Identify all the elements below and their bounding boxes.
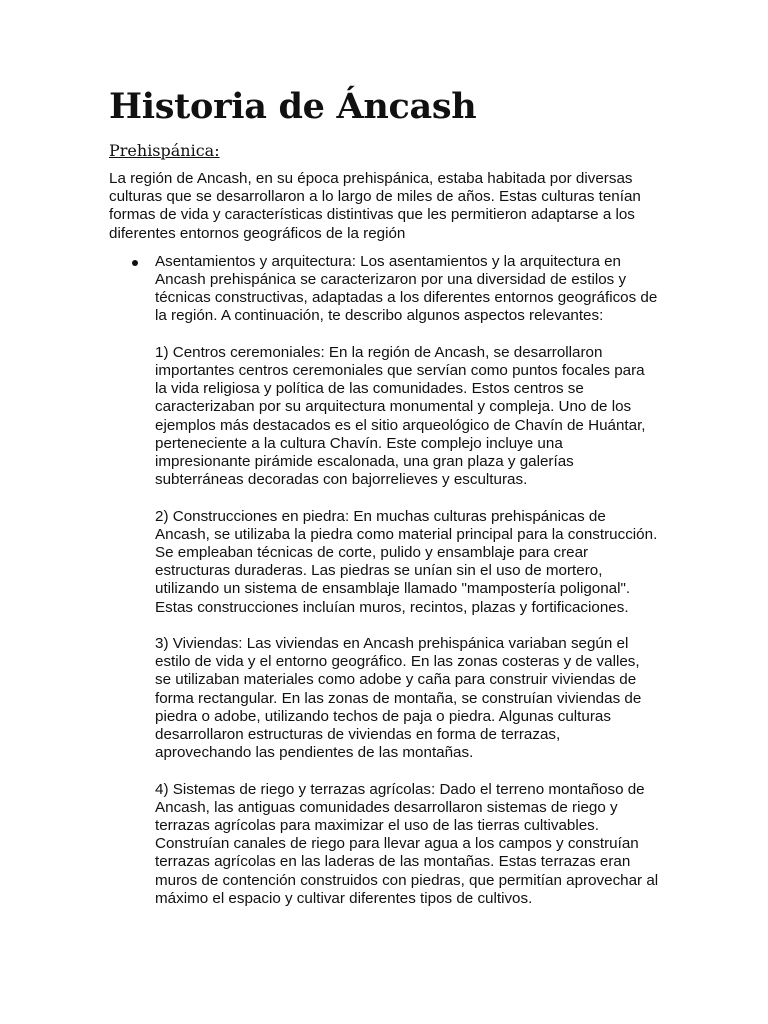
document-page	[109, 84, 659, 926]
bullet-list	[109, 253, 659, 908]
bullet-lead-paragraph: Asentamientos y arquitectura: Los asentamientos y la arquitectura en Ancash prehispánica se caracterizaron por una diversidad de estilos y técnicas constructivas, adaptadas a los diferentes entornos geográficos de la región. A continuación, te describo algunos aspectos relevantes:	[155, 252, 658, 325]
bullet-icon	[132, 260, 138, 266]
item-paragraph-4: 4) Sistemas de riego y terrazas agrícolas: Dado el terreno montañoso de Ancash, las antiguas comunidades desarrollaron sistemas de riego y terrazas agrícolas para maximizar el uso de las tierras cultivables. Construían canales de riego para llevar agua a los campos y construían terrazas agrícolas en las laderas de las montañas. Estas terrazas eran muros de contención construidos con piedras, que permitían aprovechar al máximo el espacio y cultivar diferentes tipos de cultivos.	[155, 780, 659, 907]
list-item	[109, 253, 659, 908]
document-title: Historia de Áncash	[109, 86, 477, 127]
section-heading: Prehispánica:	[109, 141, 220, 160]
item-paragraph-2: 2) Construcciones en piedra: En muchas culturas prehispánicas de Ancash, se utilizaba la piedra como material principal para la construcción. Se empleaban técnicas de corte, pulido y ensamblaje para crear estructuras duraderas. Las piedras se unían sin el uso de mortero, utilizando un sistema de ensamblaje llamado "mampostería poligonal". Estas construcciones incluían muros, recintos, plazas y fortificaciones.	[155, 507, 658, 616]
item-paragraph-3: 3) Viviendas: Las viviendas en Ancash prehispánica variaban según el estilo de vida y el entorno geográfico. En las zonas costeras y de valles, se utilizaban materiales como adobe y caña para construir viviendas de forma rectangular. En las zonas de montaña, se construían viviendas de piedra o adobe, utilizando techos de paja o piedra. Algunas culturas desarrollaron estructuras de viviendas en forma de terrazas, aprovechando las pendientes de las montañas.	[155, 635, 642, 762]
item-paragraph-1: 1) Centros ceremoniales: En la región de Ancash, se desarrollaron importantes centros ceremoniales que servían como puntos focales para la vida religiosa y política de las comunidades. Estos centros se caracterizaban por su arquitectura monumental y compleja. Uno de los ejemplos más destacados es el sitio arqueológico de Chavín de Huántar, perteneciente a la cultura Chavín. Este complejo incluye una impresionante pirámide escalonada, una gran plaza y galerías subterráneas decoradas con bajorrelieves y esculturas.	[155, 343, 646, 489]
intro-paragraph: La región de Ancash, en su época prehispánica, estaba habitada por diversas culturas que se desarrollaron a lo largo de miles de años. Estas culturas tenían formas de vida y características distintivas que les permitieron adaptarse a los diferentes entornos geográficos de la región	[109, 170, 641, 242]
